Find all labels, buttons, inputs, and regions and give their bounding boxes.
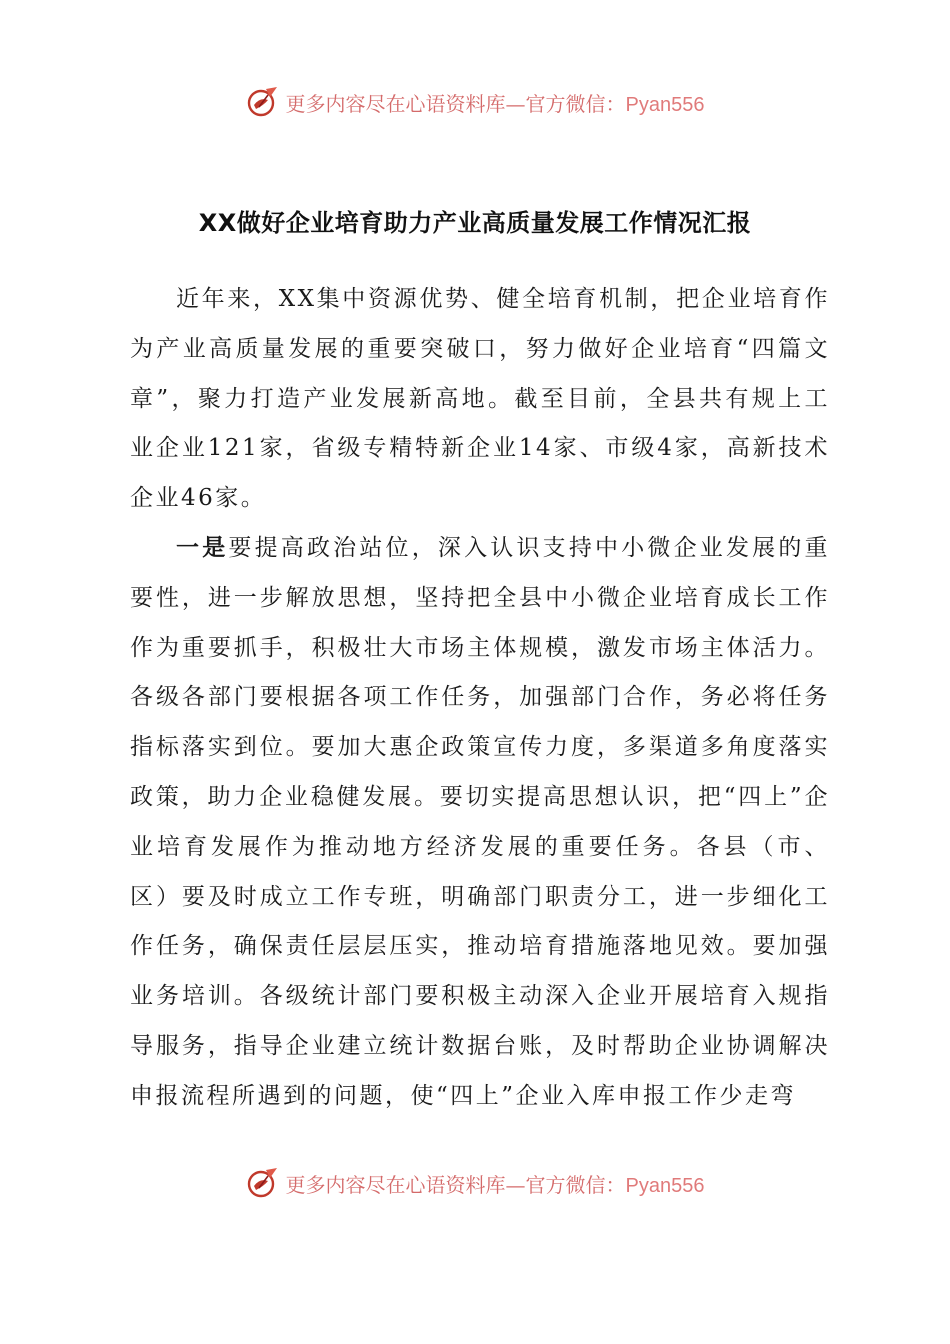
- footer-banner-text: 更多内容尽在心语资料库—官方微信：: [285, 1172, 626, 1197]
- header-banner-text: 更多内容尽在心语资料库—官方微信：: [285, 91, 626, 116]
- header-banner: [0, 82, 950, 122]
- document-title: XX做好企业培育助力产业高质量发展工作情况汇报: [198, 209, 752, 237]
- footer-banner: [0, 1163, 950, 1203]
- section-1-lead: 一是: [176, 534, 229, 561]
- document-body: [130, 275, 830, 1122]
- quill-pen-logo-icon: [246, 1166, 280, 1200]
- intro-paragraph: 近年来，XX集中资源优势、健全培育机制，把企业培育作为产业高质量发展的重要突破口，努力做好企业培育“四篇文章”，聚力打造产业发展新高地。截至目前，全县共有规上工业企业121家，省级专精特新企业14家、市级4家，高新技术企业46家。: [130, 286, 830, 512]
- section-1-paragraph: [130, 524, 830, 1122]
- header-banner-handle: Pyan556: [625, 93, 705, 116]
- section-1-body: 要提高政治站位，深入认识支持中小微企业发展的重要性，进一步解放思想，坚持把全县中小微企业培育成长工作作为重要抓手，积极壮大市场主体规模，激发市场主体活力。各级各部门要根据各项工作任务，加强部门合作，务必将任务指标落实到位。要加大惠企政策宣传力度，多渠道多角度落实政策，助力企业稳健发展。要切实提高思想认识，把“四上”企业培育发展作为推动地方经济发展的重要任务。各县（市、区）要及时成立工作专班，明确部门职责分工，进一步细化工作任务，确保责任层层压实，推动培育措施落地见效。要加强业务培训。各级统计部门要积极主动深入企业开展培育入规指导服务，指导企业建立统计数据台账，及时帮助企业协调解决申报流程所遇到的问题，使“四上”企业入库申报工作少走弯: [130, 534, 830, 1109]
- quill-pen-logo-icon: [246, 85, 280, 119]
- footer-banner-handle: Pyan556: [625, 1174, 705, 1197]
